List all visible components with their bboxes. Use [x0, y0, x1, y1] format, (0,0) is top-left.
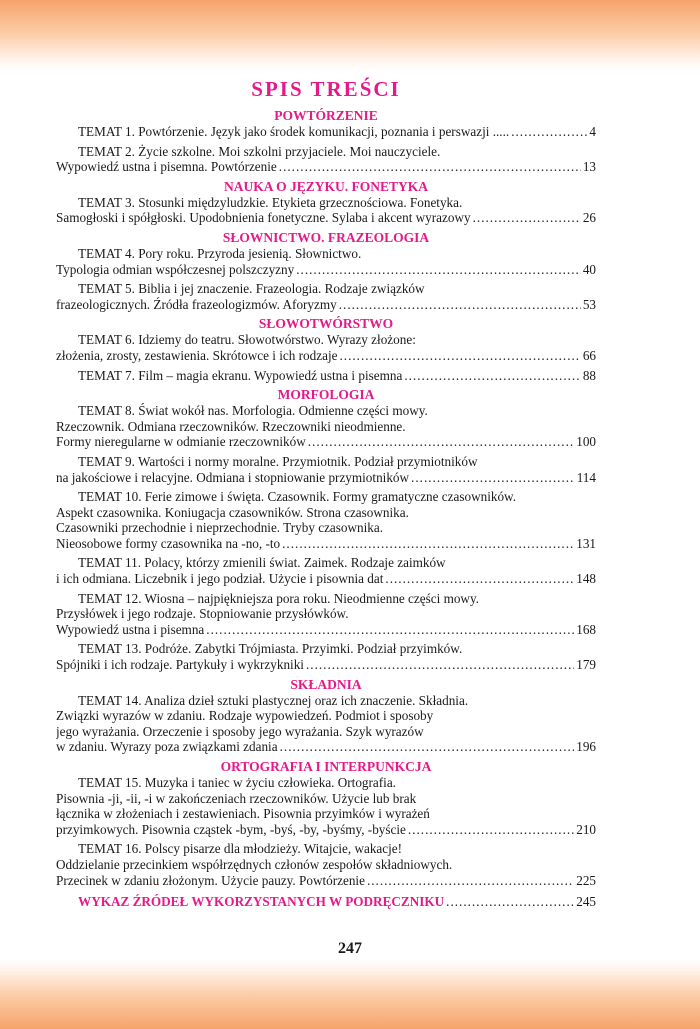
entry-text: Nieosobowe formy czasownika na -no, -to	[56, 535, 281, 551]
entry-line	[56, 536, 596, 552]
entry-line: Rzeczownik. Odmiana rzeczowników. Rzeczowniki nieodmienne.	[56, 418, 406, 434]
entry-line: TEMAT 4. Pory roku. Przyroda jesienią. Słownictwo.	[78, 245, 362, 261]
leader-dots	[339, 348, 580, 364]
toc-entry[interactable]	[56, 144, 596, 175]
entry-line: TEMAT 6. Idziemy do teatru. Słowotwórstwo. Wyrazy złożone:	[78, 332, 416, 348]
entry-line	[56, 822, 596, 838]
entry-line	[56, 159, 596, 175]
toc-entry[interactable]	[56, 841, 596, 888]
toc-entry[interactable]	[56, 195, 596, 226]
section-heading: SŁOWNICTWO. FRAZEOLOGIA	[222, 229, 430, 245]
section-heading: NAUKA O JĘZYKU. FONETYKA	[223, 178, 429, 194]
leader-dots	[279, 159, 581, 175]
entry-page-number: 4	[589, 124, 596, 139]
entry-line: Oddzielanie przecinkiem współrzędnych członów zespołów składniowych.	[56, 856, 453, 872]
page-number: 247	[338, 940, 362, 957]
entry-line: TEMAT 10. Ferie zimowe i święta. Czasownik. Formy gramatyczne czasowników.	[78, 489, 517, 505]
section-heading: MORFOLOGIA	[277, 387, 375, 403]
entry-line: jego wyrażania. Orzeczenie i sposoby jego wyrażania. Szyk wyrazów	[56, 723, 424, 739]
entry-line	[56, 297, 596, 313]
entry-line: TEMAT 14. Analiza dzieł sztuki plastycznej oraz ich znaczenie. Składnia.	[78, 692, 469, 708]
toc-entry[interactable]	[56, 591, 596, 638]
leader-dots	[280, 739, 575, 755]
entry-page-number: 13	[582, 159, 596, 175]
entry-text: Wypowiedź ustna i pisemna. Powtórzenie	[56, 159, 277, 175]
section-heading: POWTÓRZENIE	[274, 108, 378, 123]
entry-page-number: 225	[576, 872, 596, 888]
leader-dots	[408, 822, 574, 838]
section-heading: SŁOWOTWÓRSTWO	[258, 316, 394, 332]
toc-entry[interactable]	[56, 775, 596, 837]
entry-line: TEMAT 8. Świat wokół nas. Morfologia. Odmienne części mowy.	[78, 403, 428, 419]
entry-text: przyimkowych. Pisownia cząstek -bym, -byś, -by, -byśmy, -byście	[56, 821, 406, 837]
toc-entry[interactable]	[56, 454, 596, 485]
entry-line: TEMAT 15. Muzyka i taniec w życiu człowieka. Ortografia.	[78, 775, 396, 790]
leader-dots	[206, 622, 574, 638]
toc-entry[interactable]	[56, 124, 596, 140]
entry-text: w zdaniu. Wyrazy poza związkami zdania	[56, 739, 278, 755]
leader-dots	[446, 894, 574, 910]
entry-line	[56, 657, 596, 673]
entry-line: Aspekt czasownika. Koniugacja czasowników. Strona czasownika.	[56, 504, 409, 520]
entry-line	[56, 434, 596, 450]
entry-page-number: 210	[576, 821, 596, 837]
entry-page-number: 40	[582, 261, 596, 277]
entry-page-number: 53	[582, 296, 596, 312]
entry-text: Samogłoski i spółgłoski. Upodobnienia fonetyczne. Sylaba i akcent wyrazowy	[56, 210, 471, 226]
toc-entry[interactable]	[56, 693, 596, 755]
entry-page-number: 100	[576, 434, 596, 450]
leader-dots	[296, 262, 581, 278]
entry-text: frazeologicznych. Źródła frazeologizmów. Aforyzmy	[56, 296, 337, 312]
entry-page-number: 196	[576, 739, 596, 755]
page-title: SPIS TREŚCI	[251, 77, 401, 101]
entry-line: TEMAT 12. Wiosna – najpiękniejsza pora roku. Nieodmienne części mowy.	[78, 590, 479, 606]
bottom-gradient-band	[0, 959, 700, 1029]
section-heading: ORTOGRAFIA I INTERPUNKCJA	[220, 759, 432, 774]
leader-dots	[411, 470, 575, 486]
leader-dots	[404, 368, 580, 384]
entry-text: Wypowiedź ustna i pisemna	[56, 621, 205, 637]
entry-text: na jakościowe i relacyjne. Odmiana i stopniowanie przymiotników	[56, 469, 410, 485]
entry-line: Związki wyrazów w zdaniu. Rodzaje wypowiedzeń. Podmiot i sposoby	[56, 708, 434, 724]
entry-line: TEMAT 16. Polscy pisarze dla młodzieży. Witajcie, wakacje!	[78, 841, 403, 857]
entry-line: Czasowniki przechodnie i nieprzechodnie. Tryby czasownika.	[56, 520, 384, 536]
table-of-contents	[56, 76, 596, 910]
entry-line: TEMAT 2. Życie szkolne. Moi szkolni przyjaciele. Moi nauczyciele.	[78, 143, 441, 159]
entry-page-number: 179	[576, 657, 596, 673]
entry-text: Przecinek w zdaniu złożonym. Użycie pauzy. Powtórzenie	[56, 872, 365, 888]
entry-line: łącznika w złożeniach i zestawieniach. Pisownia przyimków i wyrażeń	[56, 806, 430, 822]
toc-sections	[56, 108, 596, 888]
entry-line	[56, 348, 596, 364]
leader-dots	[308, 434, 574, 450]
section-heading: SKŁADNIA	[290, 676, 362, 692]
entry-line	[56, 210, 596, 226]
entry-line: TEMAT 3. Stosunki międzyludzkie. Etykieta grzecznościowa. Fonetyka.	[78, 194, 463, 210]
footer-label: WYKAZ ŹRÓDEŁ WYKORZYSTANYCH W PODRĘCZNIKU	[78, 894, 445, 910]
entry-line	[56, 470, 596, 486]
entry-page-number: 131	[576, 535, 596, 551]
entry-text: TEMAT 7. Film – magia ekranu. Wypowiedź ustna i pisemna	[78, 367, 403, 383]
leader-dots	[385, 571, 574, 587]
entry-line: Pisownia -ji, -ii, -i w zakończeniach rzeczowników. Użycie lub brak	[56, 790, 417, 806]
entry-line	[56, 124, 596, 140]
toc-entry[interactable]	[56, 641, 596, 672]
leader-dots	[473, 210, 581, 226]
entry-text: TEMAT 1. Powtórzenie. Język jako środek komunikacji, poznania i perswazji .....	[78, 124, 510, 139]
leader-dots	[511, 124, 587, 140]
entry-line	[56, 571, 596, 587]
leader-dots	[367, 873, 574, 889]
toc-entry[interactable]	[56, 403, 596, 450]
toc-entry[interactable]	[56, 368, 596, 384]
top-gradient-band	[0, 0, 700, 70]
entry-page-number: 88	[582, 367, 596, 383]
leader-dots	[306, 657, 574, 673]
toc-entry[interactable]	[56, 489, 596, 551]
toc-entry[interactable]	[56, 281, 596, 312]
entry-line	[56, 368, 596, 384]
entry-page-number: 148	[576, 571, 596, 587]
entry-line	[56, 262, 596, 278]
toc-entry[interactable]	[56, 246, 596, 277]
entry-line: Przysłówek i jego rodzaje. Stopniowanie przysłówków.	[56, 606, 349, 622]
entry-line: TEMAT 13. Podróże. Zabytki Trójmiasta. Przyimki. Podział przyimków.	[78, 641, 463, 657]
toc-entry[interactable]	[56, 555, 596, 586]
entry-page-number: 114	[576, 469, 596, 485]
entry-page-number: 66	[582, 347, 596, 363]
entry-text: Formy nieregularne w odmianie rzeczowników	[56, 434, 306, 450]
entry-line	[56, 873, 596, 889]
entry-text: i ich odmiana. Liczebnik i jego podział. Użycie i pisownia dat	[56, 571, 384, 587]
entry-text: Spójniki i ich rodzaje. Partykuły i wykrzykniki	[56, 657, 304, 673]
entry-line: TEMAT 9. Wartości i normy moralne. Przymiotnik. Podział przymiotników	[78, 453, 478, 469]
leader-dots	[339, 297, 581, 313]
footer-page: 245	[576, 894, 596, 910]
entry-line: TEMAT 11. Polacy, którzy zmienili świat. Zaimek. Rodzaje zaimków	[78, 555, 446, 571]
entry-page-number: 168	[576, 621, 596, 637]
toc-entry[interactable]	[56, 332, 596, 363]
toc-footer-entry[interactable]	[56, 894, 596, 910]
entry-line	[56, 739, 596, 755]
leader-dots	[282, 536, 574, 552]
entry-line	[56, 622, 596, 638]
entry-text: złożenia, zrosty, zestawienia. Skrótowce i ich rodzaje	[56, 347, 338, 363]
entry-page-number: 26	[582, 210, 596, 226]
entry-line: TEMAT 5. Biblia i jej znaczenie. Frazeologia. Rodzaje związków	[78, 281, 425, 297]
entry-text: Typologia odmian współczesnej polszczyzny	[56, 261, 295, 277]
